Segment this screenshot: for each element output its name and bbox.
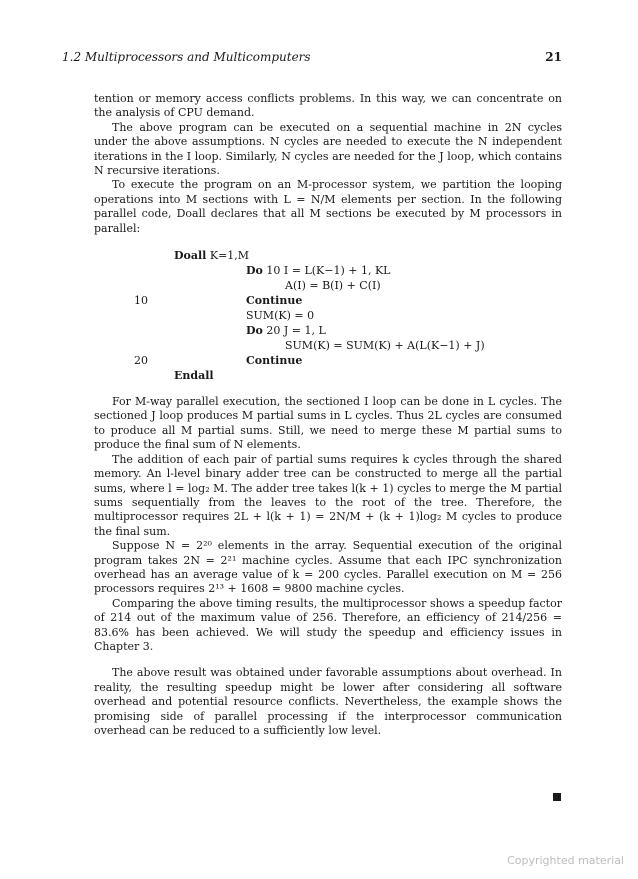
paragraph: tention or memory access conflicts problems. In this way, we can concentrate on the analysis of CPU demand. — [94, 92, 562, 120]
code-line — [134, 323, 562, 338]
code-keyword: Do — [246, 264, 263, 278]
code-line — [134, 278, 562, 293]
code-line — [134, 263, 562, 278]
paragraph: To execute the program on an M-processor system, we partition the looping operations into M sections with L = N/M elements per section. In the following parallel code, Doall declares that all M sections be executed by M processors in parallel: — [94, 178, 562, 235]
page-number: 21 — [545, 50, 562, 64]
code-text: A(I) = B(I) + C(I) — [285, 279, 381, 293]
paragraph: For M-way parallel execution, the sectioned I loop can be done in L cycles. The sectioned J loop produces M partial sums in L cycles. Thus 2L cycles are consumed to produce all M partial sums. Still, we need to merge these M partial sums to produce the final sum of N elements. — [94, 395, 562, 452]
end-of-example-mark — [553, 793, 561, 801]
paragraph: The addition of each pair of partial sums requires k cycles through the shared memory. An l-level binary adder tree can be constructed to merge all the partial sums, where l = log₂ M. The adder tree takes l(k + 1) cycles to merge the M partial sums sequentially from the leaves to the root of the tree. Therefore, the multiprocessor requires 2L + l(k + 1) = 2N/M + (k + 1)log₂ M cycles to produce the final sum. — [94, 452, 562, 538]
code-line — [134, 353, 562, 368]
code-line — [134, 338, 562, 353]
code-keyword: Do — [246, 324, 263, 338]
code-text: SUM(K) = SUM(K) + A(L(K−1) + J) — [285, 339, 485, 353]
code-text: SUM(K) = 0 — [246, 309, 315, 323]
code-keyword: Doall — [174, 249, 207, 263]
body-text — [94, 92, 562, 738]
code-keyword: Continue — [246, 294, 303, 308]
code-line — [134, 248, 562, 263]
code-line — [134, 293, 562, 308]
code-listing — [134, 248, 562, 383]
code-text: 20 J = 1, L — [266, 324, 326, 338]
code-line — [134, 308, 562, 323]
copyright-watermark: Copyrighted material — [507, 854, 624, 867]
paragraph: Comparing the above timing results, the multiprocessor shows a speedup factor of 214 out of the maximum value of 256. Therefore, an efficiency of 214/256 = 83.6% has been achieved. We will study the speedup and efficiency issues in Chapter 3. — [94, 596, 562, 653]
code-keyword: Endall — [174, 369, 214, 383]
paragraph: The above program can be executed on a sequential machine in 2N cycles under the above assumptions. N cycles are needed to execute the N independent iterations in the I loop. Similarly, N cycles are needed for the J loop, which contains N recursive iterations. — [94, 120, 562, 178]
code-text: K=1,M — [209, 249, 250, 263]
running-head — [62, 50, 562, 64]
paragraph: The above result was obtained under favorable assumptions about overhead. In reality, the resulting speedup might be lower after considering all software overhead and potential resource conflicts. Nevertheless, the example shows the promising side of parallel processing if the interprocessor communication overhead can be reduced to a sufficiently low level. — [94, 666, 562, 737]
code-line — [134, 368, 562, 383]
code-label: 10 — [134, 294, 148, 308]
paragraph: Suppose N = 2²⁰ elements in the array. Sequential execution of the original program takes 2N = 2²¹ machine cycles. Assume that each IPC synchronization overhead has an average value of k = 200 cycles. Parallel execution on M = 256 processors requires 2¹³ + 1608 = 9800 machine cycles. — [94, 539, 562, 596]
code-keyword: Continue — [246, 354, 303, 368]
running-title: 1.2 Multiprocessors and Multicomputers — [62, 50, 311, 64]
code-text: 10 I = L(K−1) + 1, KL — [266, 264, 391, 278]
code-label: 20 — [134, 354, 148, 368]
